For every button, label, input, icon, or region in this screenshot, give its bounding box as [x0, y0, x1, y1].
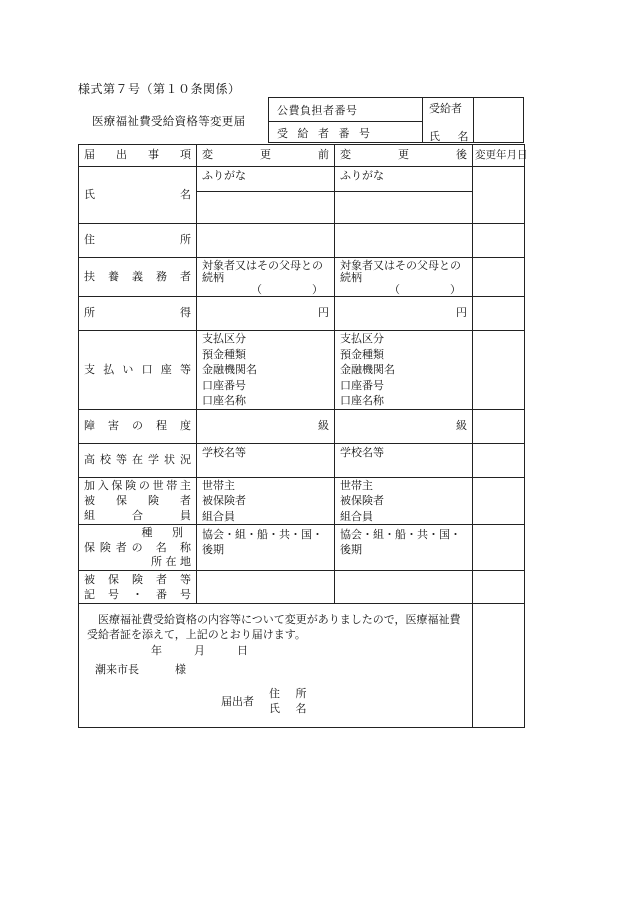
row-label-line: 被 保 険 者 等 [84, 573, 191, 586]
address-before-cell[interactable] [197, 224, 335, 258]
change-date-cell[interactable] [473, 224, 525, 258]
guardian-relation-paren: （ ） [389, 283, 461, 296]
form-header [78, 97, 524, 143]
row-label-insured-number [79, 571, 197, 604]
addressee-city: 潮来市長 [95, 663, 139, 676]
row-label-line: 種 別 [141, 525, 191, 539]
footer-row [79, 604, 525, 728]
option-line: 世帯主 [340, 478, 373, 492]
grade-unit: 級 [456, 418, 467, 432]
account-line: 口座名称 [340, 394, 384, 407]
change-date-cell[interactable] [473, 525, 525, 571]
account-line: 口座番号 [202, 378, 246, 392]
col-header-item: 届 出 事 項 [79, 145, 197, 167]
school-name-label: 学校名等 [202, 445, 246, 459]
table-row [79, 331, 525, 410]
col-header-before: 変 更 前 [197, 145, 335, 167]
recipient-info-box [268, 97, 524, 143]
table-row [79, 224, 525, 258]
row-label-account: 支 払 い 口 座 等 [79, 331, 197, 410]
disability-before-cell[interactable] [197, 409, 335, 443]
table-row [79, 525, 525, 571]
insured-household-after-cell[interactable] [335, 477, 473, 525]
guardian-before-cell[interactable] [197, 258, 335, 297]
recipient-number-label: 受 給 者 番 号 [277, 127, 373, 140]
guardian-relation-text: 対象者又はその父母との続柄 [340, 259, 461, 284]
income-after-cell[interactable] [335, 297, 473, 331]
row-label-line: 被 保 険 者 [84, 494, 191, 508]
insured-household-before-cell[interactable] [197, 477, 335, 525]
row-label-school: 高 校 等 在 学 状 況 [79, 443, 197, 477]
account-line: 金融機関名 [340, 363, 395, 376]
account-before-cell[interactable] [197, 331, 335, 410]
table-row [79, 258, 525, 297]
insurer-type-options: 協会・組・船・共・国・後期 [340, 528, 461, 556]
column-header-row [79, 145, 525, 167]
date-year: 年 [151, 644, 162, 657]
school-before-cell[interactable] [197, 443, 335, 477]
account-line: 金融機関名 [202, 363, 257, 376]
divider [269, 121, 423, 122]
declaration-cell [79, 604, 473, 728]
option-line: 組合員 [340, 509, 373, 523]
account-line: 支払区分 [340, 332, 384, 345]
col-header-after: 変 更 後 [335, 145, 473, 167]
notifier-address-label[interactable]: 住 所 [269, 687, 313, 700]
disability-after-cell[interactable] [335, 409, 473, 443]
row-label-line: 加入保険の世帯主 [84, 479, 191, 493]
row-label-line: 組 合 員 [84, 509, 191, 523]
insurer-type-options: 協会・組・船・共・国・後期 [202, 528, 323, 556]
notifier-name-label[interactable]: 氏 名 [269, 702, 313, 715]
table-row [79, 297, 525, 331]
table-row [79, 167, 525, 192]
addressee-honorific: 様 [175, 663, 186, 676]
row-label-name: 氏 名 [79, 167, 197, 224]
change-date-cell[interactable] [473, 477, 525, 525]
furigana-after: ふりがな [335, 167, 473, 192]
option-line: 組合員 [202, 509, 235, 523]
row-label-line: 所 在 地 [151, 555, 191, 568]
yen-unit: 円 [456, 306, 467, 320]
income-before-cell[interactable] [197, 297, 335, 331]
account-line: 口座名称 [202, 394, 246, 407]
furigana-before: ふりがな [197, 167, 335, 192]
form-title: 医療福祉費受給資格等変更届 [92, 114, 246, 128]
account-line: 口座番号 [340, 378, 384, 392]
school-name-label: 学校名等 [340, 445, 384, 459]
option-line: 世帯主 [202, 478, 235, 492]
change-form-table [78, 144, 528, 728]
account-line: 預金種類 [340, 347, 384, 361]
row-label-insurer [79, 525, 197, 571]
recipient-name-label: 氏 名 [429, 130, 476, 143]
notifier-label: 届出者 [221, 695, 254, 708]
row-label-income: 所 得 [79, 297, 197, 331]
row-label-address: 住 所 [79, 224, 197, 258]
row-label-line: 保険者の 名 称 [84, 541, 191, 554]
name-after-cell[interactable] [335, 192, 473, 224]
row-label-line: 記 号 ・ 番 号 [84, 588, 191, 601]
change-date-cell[interactable] [473, 604, 525, 728]
insurer-after-cell[interactable] [335, 525, 473, 571]
change-date-cell[interactable] [473, 571, 525, 604]
table-row [79, 443, 525, 477]
guardian-relation-paren: （ ） [251, 283, 323, 296]
date-month: 月 [194, 644, 205, 657]
table-row [79, 477, 525, 525]
school-after-cell[interactable] [335, 443, 473, 477]
change-date-cell[interactable] [473, 297, 525, 331]
change-date-cell[interactable] [473, 331, 525, 410]
col-header-change-date: 変更年月日 [473, 145, 525, 167]
date-day: 日 [237, 644, 248, 657]
grade-unit: 級 [318, 418, 329, 432]
table-row [79, 571, 525, 604]
insured-number-before-cell[interactable] [197, 571, 335, 604]
change-date-cell[interactable] [473, 258, 525, 297]
insurer-before-cell[interactable] [197, 525, 335, 571]
guardian-relation-text: 対象者又はその父母との続柄 [202, 259, 323, 284]
account-after-cell[interactable] [335, 331, 473, 410]
declaration-date[interactable] [87, 643, 464, 658]
row-label-disability: 障 害 の 程 度 [79, 409, 197, 443]
row-label-guardian: 扶 養 義 務 者 [79, 258, 197, 297]
guardian-after-cell[interactable] [335, 258, 473, 297]
addressee [87, 662, 464, 677]
notifier-block [87, 685, 464, 721]
form-id: 様式第７号（第１０条関係） [78, 82, 241, 96]
insured-number-after-cell[interactable] [335, 571, 473, 604]
table-row [79, 409, 525, 443]
option-line: 被保険者 [340, 494, 384, 507]
row-label-insured-household [79, 477, 197, 525]
change-date-cell[interactable] [473, 167, 525, 224]
recipient-label: 受給者 [429, 102, 462, 115]
declaration-statement: 医療福祉費受給資格の内容等について変更がありましたので，医療福祉費受給者証を添えて，上記のとおり届けます。 [87, 613, 461, 641]
yen-unit: 円 [318, 306, 329, 320]
change-date-cell[interactable] [473, 409, 525, 443]
name-before-cell[interactable] [197, 192, 335, 224]
address-after-cell[interactable] [335, 224, 473, 258]
option-line: 被保険者 [202, 494, 246, 507]
account-line: 預金種類 [202, 347, 246, 361]
account-line: 支払区分 [202, 332, 246, 345]
divider [422, 98, 423, 142]
public-burden-number-label: 公費負担者番号 [277, 104, 358, 117]
change-date-cell[interactable] [473, 443, 525, 477]
